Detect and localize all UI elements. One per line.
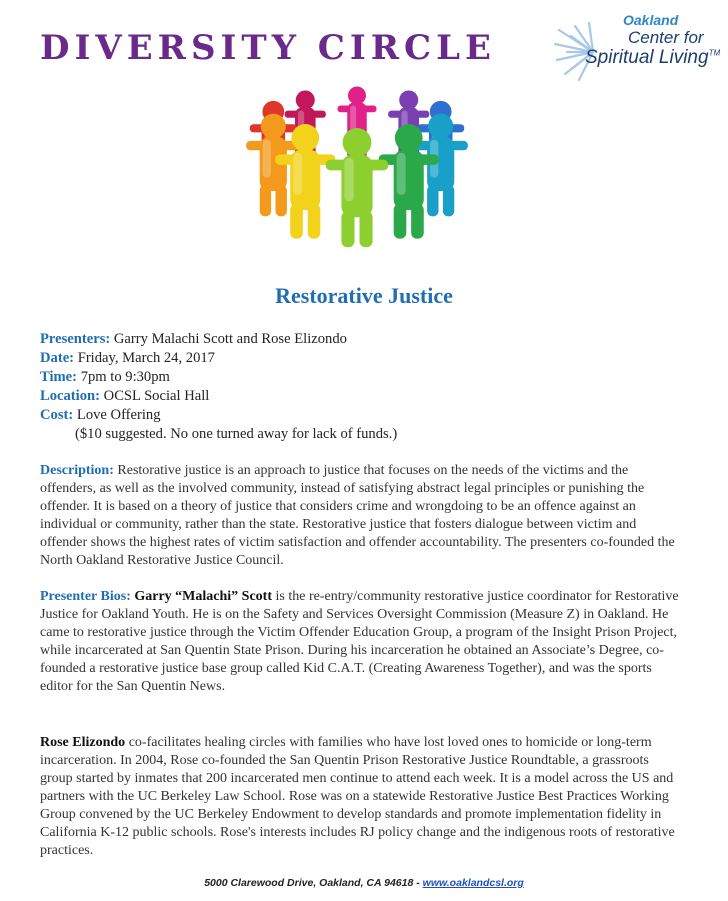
bios-label: Presenter Bios: — [40, 589, 131, 604]
presenters-value: Garry Malachi Scott and Rose Elizondo — [113, 331, 347, 347]
figure-9 — [326, 128, 388, 247]
garry-name: Garry “Malachi” Scott — [134, 589, 272, 604]
time-label: Time: — [40, 369, 78, 385]
cost-value: Love Offering — [76, 407, 161, 423]
rose-bio-paragraph — [40, 734, 680, 860]
footer-address: 5000 Clarewood Drive, Oakland, CA 94618 - — [204, 877, 423, 889]
time-value: 7pm to 9:30pm — [80, 369, 170, 385]
logo-line-spiritual: Spiritual Living™ — [585, 47, 721, 68]
garry-bio-paragraph — [40, 588, 680, 696]
date-label: Date: — [40, 350, 75, 366]
rose-bio-text: co-facilitates healing circles with families who have lost loved ones to homicide or long-term incarceration. In 2004, Rose co-founded the San Quentin Prison Restorative Justice Roundtable, a grassroots group started by inmates that 200 incarcerated men continue to attend each week. It is a model across the US and partners with the UC Berkeley Law School. Rose was on a statewide Restorative Justice Best Practices Working Group convened by the UC Berkeley Endowment to develop standards and promote implementation fidelity in California K-12 public schools. Rose's interests includes RJ policy change and the indigenous roots of restorative practices. — [40, 735, 675, 858]
cost-line — [40, 406, 397, 425]
location-value: OCSL Social Hall — [103, 388, 210, 404]
event-title: Restorative Justice — [275, 283, 453, 308]
trademark-mark: TM — [708, 48, 721, 58]
ocsl-logo — [553, 10, 721, 82]
logo-line-oakland: Oakland — [623, 12, 679, 28]
location-line — [40, 387, 397, 406]
cost-label: Cost: — [40, 407, 74, 423]
description-label: Description: — [40, 463, 114, 478]
logo-line-center: Center for — [628, 28, 704, 47]
description-text: Restorative justice is an approach to justice that focuses on the needs of the victims and the offenders, as well as the involved community, instead of satisfying abstract legal principles or punishing the offender. It is based on a theory of justice that considers crime and wrongdoing to be an offence against an individual or community, rather than the state. Restorative justice that fosters dialogue between victim and offender shows the highest rates of victim satisfaction and offender accountability. The presenters co-founded the North Oakland Restorative Justice Council. — [40, 463, 675, 568]
unity-circle-image — [222, 84, 492, 264]
presenters-label: Presenters: — [40, 331, 111, 347]
flyer-title: DIVERSITY CIRCLE — [40, 28, 496, 68]
location-label: Location: — [40, 388, 100, 404]
rose-name: Rose Elizondo — [40, 735, 126, 750]
description-paragraph — [40, 462, 680, 570]
date-line — [40, 349, 397, 368]
presenters-line — [40, 330, 397, 349]
footer — [0, 877, 728, 889]
garry-bio-text: is the re-entry/community restorative justice coordinator for Restorative Justice for Oakland Youth. He is on the Safety and Services Oversight Commission (Measure Z) in Oakland. He came to restorative justice through the Victim Offender Education Group, a program of the Insight Prison Project, while incarcerated at San Quentin State Prison. During his incarceration he obtained an Associate’s Degree, co-founded a restorative justice base group called Kid C.A.T. (Creating Awareness Together), and was the sports editor for the San Quentin News. — [40, 589, 679, 694]
event-details — [40, 330, 397, 444]
people-circle-illustration — [222, 84, 492, 264]
time-line — [40, 368, 397, 387]
cost-note: ($10 suggested. No one turned away for lack of funds.) — [75, 426, 398, 442]
website-link[interactable]: www.oaklandcsl.org — [422, 877, 524, 889]
date-value: Friday, March 24, 2017 — [77, 350, 215, 366]
